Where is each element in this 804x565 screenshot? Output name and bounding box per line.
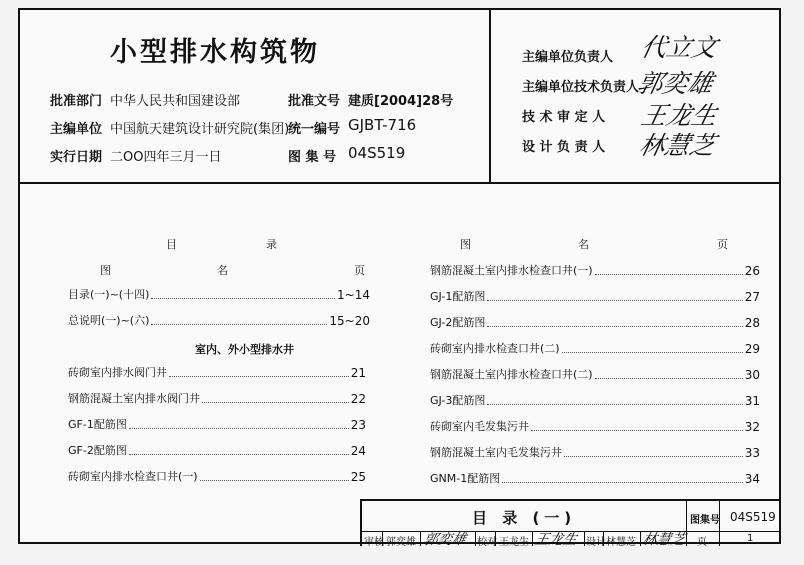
editor-unit-value: 中国航天建筑设计研究院(集团) (110, 122, 290, 137)
toc-heading-mu: 目 (166, 238, 177, 251)
toc-entry (430, 444, 760, 460)
review-label: 审核 (364, 537, 384, 548)
toc-entry (68, 468, 366, 484)
toc-entry (430, 262, 760, 278)
toc-entry-name: 钢筋混凝土室内排水检查口井(二) (430, 368, 593, 381)
toc-leader-dots (487, 300, 742, 301)
page-label: 页 (697, 537, 707, 548)
review-name: 郭奕雄 (386, 537, 416, 548)
review-signature: 郭奕雄 (422, 532, 468, 548)
toc-leader-dots (595, 274, 743, 275)
toc-entry-name: GNM-1配筋图 (430, 472, 501, 485)
toc-entry-page: 29 (744, 342, 760, 356)
toc-entry-page: 31 (744, 394, 760, 408)
toc-entry-name: 目录(一)~(十四) (68, 288, 150, 301)
toc-entry-page: 24 (350, 444, 366, 458)
toc-entry (430, 366, 760, 382)
toc-leader-dots (562, 352, 743, 353)
drawing-sheet (18, 8, 781, 548)
toc-entry (68, 442, 366, 458)
toc-entry (68, 390, 366, 406)
toc-entry (68, 312, 370, 328)
toc-leader-dots (487, 326, 742, 327)
toc-leader-dots (169, 376, 349, 377)
toc-entry (430, 314, 760, 330)
resp-role-2: 主编单位技术负责人 (522, 80, 640, 95)
toc-entry (68, 286, 370, 302)
approve-dept-value: 中华人民共和国建设部 (110, 94, 241, 109)
toc-entry-name: 钢筋混凝土室内排水检查口井(一) (430, 264, 593, 277)
toc-leader-dots (531, 430, 743, 431)
toc-leader-dots (595, 378, 743, 379)
toc-entry-page: 26 (744, 264, 760, 278)
toc-left-col-ye: 页 (354, 264, 365, 277)
toc-entry-page: 22 (350, 392, 366, 406)
toc-entry-page: 27 (744, 290, 760, 304)
signature-1: 代立文 (638, 33, 720, 62)
atlas-no-value: 04S519 (348, 144, 406, 162)
toc-entry-page: 25 (350, 470, 366, 484)
approve-doc-value: 建质[2004]28号 (348, 94, 454, 109)
signature-4: 林慧芝 (636, 131, 718, 160)
design-label: 设计 (586, 537, 606, 548)
toc-entry-name: 钢筋混凝土室内排水阀门井 (68, 392, 200, 405)
toc-leader-dots (564, 456, 743, 457)
toc-entry-name: 总说明(一)~(六) (68, 314, 150, 327)
toc-entry-name: 钢筋混凝土室内毛发集污井 (430, 446, 562, 459)
atlas-no-label: 图 集 号 (288, 150, 337, 165)
approve-doc-label: 批准文号 (288, 94, 341, 109)
toc-entry (430, 470, 760, 486)
toc-entry-name: 砖砌室内排水检查口井(二) (430, 342, 560, 355)
toc-entry-page: 15~20 (329, 314, 370, 328)
impl-date-label: 实行日期 (50, 150, 103, 165)
toc-entry (430, 340, 760, 356)
impl-date-value: 二OO四年三月一日 (110, 150, 222, 165)
toc-entry-page: 30 (744, 368, 760, 382)
approve-dept-label: 批准部门 (50, 94, 103, 109)
toc-leader-dots (202, 402, 349, 403)
toc-entry-page: 32 (744, 420, 760, 434)
page-value: 1 (747, 533, 754, 544)
toc-leader-dots (129, 454, 349, 455)
title-block (360, 499, 779, 546)
atlas-no-value-tb: 04S519 (730, 510, 776, 524)
toc-entry (430, 392, 760, 408)
check-name: 王龙生 (499, 537, 529, 548)
header-divider (489, 10, 491, 182)
toc-leader-dots (151, 298, 335, 299)
toc-entry-page: 28 (744, 316, 760, 330)
toc-leader-dots (487, 404, 742, 405)
toc-entry-page: 21 (350, 366, 366, 380)
toc-entry-name: 砖砌室内毛发集污井 (430, 420, 529, 433)
check-label: 校对 (477, 537, 497, 548)
toc-entry-name: GF-2配筋图 (68, 444, 127, 457)
toc-entry-name: GJ-3配筋图 (430, 394, 486, 407)
toc-entry-name: 砖砌室内排水检查口井(一) (68, 470, 198, 483)
signature-3: 王龙生 (638, 101, 720, 130)
atlas-no-label-tb: 图集号 (690, 515, 720, 526)
toc-leader-dots (200, 480, 349, 481)
design-name: 林慧芝 (606, 537, 636, 548)
atlas-title: 小型排水构筑物 (110, 37, 320, 68)
signature-2: 郭奕雄 (634, 69, 716, 98)
toc-right-col-ye: 页 (717, 238, 728, 251)
unified-no-label: 统一编号 (288, 122, 341, 137)
toc-entry-name: GJ-2配筋图 (430, 316, 486, 329)
resp-role-4: 设 计 负 责 人 (522, 140, 606, 155)
toc-left-col-ming: 名 (217, 264, 228, 277)
toc-entry (430, 418, 760, 434)
toc-entry-name: 砖砌室内排水阀门井 (68, 366, 167, 379)
title-block-title: 目 录 (一) (472, 509, 577, 527)
toc-entry (68, 364, 366, 380)
resp-role-1: 主编单位负责人 (522, 50, 614, 65)
unified-no-value: GJBT-716 (348, 116, 417, 134)
toc-leader-dots (151, 324, 327, 325)
toc-entry-page: 34 (744, 472, 760, 486)
header-block (20, 10, 779, 184)
toc-right-col-ming: 名 (578, 238, 589, 251)
toc-entry (68, 416, 366, 432)
toc-entry-page: 33 (744, 446, 760, 460)
toc-heading-lu: 录 (266, 238, 277, 251)
toc-entry-name: GJ-1配筋图 (430, 290, 486, 303)
toc-left-col-tu: 图 (100, 264, 111, 277)
editor-unit-label: 主编单位 (50, 122, 103, 137)
toc-right-col-tu: 图 (460, 238, 471, 251)
toc-entry-page: 23 (350, 418, 366, 432)
resp-role-3: 技 术 审 定 人 (522, 110, 606, 125)
check-signature: 王龙生 (533, 532, 579, 548)
design-signature: 林慧芝 (641, 532, 687, 548)
toc-leader-dots (129, 428, 349, 429)
toc-section-title: 室内、外小型排水井 (195, 343, 294, 356)
toc-leader-dots (502, 482, 743, 483)
toc-entry-name: GF-1配筋图 (68, 418, 127, 431)
toc-entry (430, 288, 760, 304)
toc-entry-page: 1~14 (337, 288, 370, 302)
